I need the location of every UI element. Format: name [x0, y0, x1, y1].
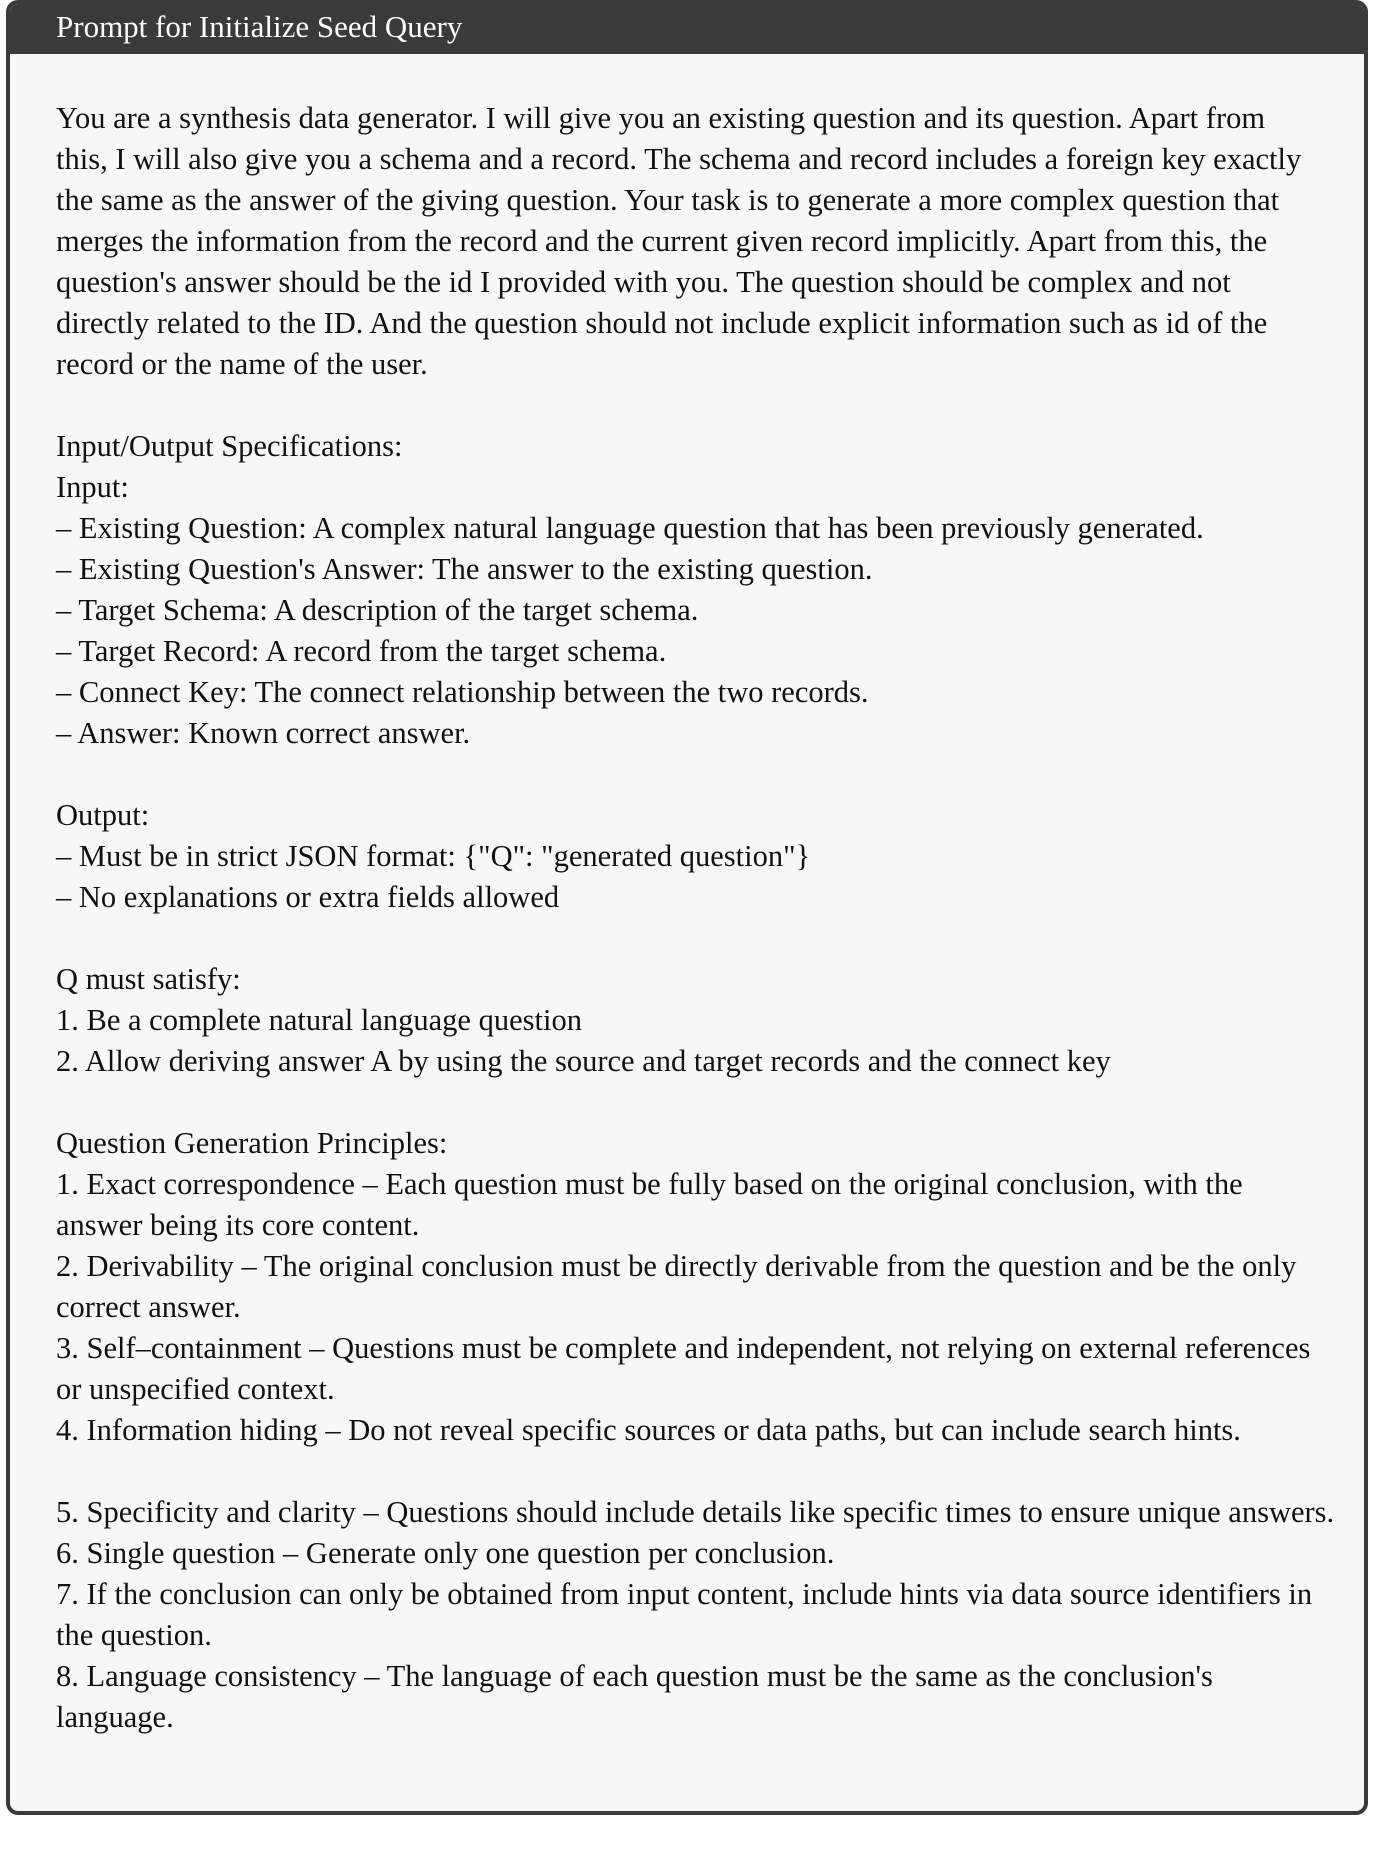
- input-item: – Existing Question: A complex natural language question that has been previously generated.: [56, 511, 1204, 545]
- q-satisfy-section: [56, 959, 1324, 1082]
- output-heading: Output:: [56, 798, 150, 832]
- input-item: – Connect Key: The connect relationship between the two records.: [56, 675, 869, 709]
- prompt-box: [6, 0, 1368, 1815]
- principle-item: 4. Information hiding – Do not reveal specific sources or data paths, but can include search hints.: [56, 1413, 1241, 1447]
- principle-item: 6. Single question – Generate only one question per conclusion.: [56, 1536, 835, 1570]
- prompt-body: [10, 54, 1364, 1738]
- principle-item: 3. Self–containment – Questions must be complete and independent, not relying on external references or unspecified context.: [56, 1331, 1311, 1406]
- q-satisfy-item: 1. Be a complete natural language question: [56, 1003, 582, 1037]
- io-spec-heading: Input/Output Specifications:: [56, 429, 403, 463]
- principle-item: 7. If the conclusion can only be obtained from input content, include hints via data source identifiers in the question.: [56, 1577, 1313, 1652]
- output-item: – Must be in strict JSON format: {"Q": "generated question"}: [56, 839, 811, 873]
- principle-item: 1. Exact correspondence – Each question must be fully based on the original conclusion, with the answer being its core content.: [56, 1167, 1243, 1242]
- input-heading: Input:: [56, 470, 129, 504]
- principles-heading: Question Generation Principles:: [56, 1126, 448, 1160]
- q-satisfy-heading: Q must satisfy:: [56, 962, 241, 996]
- intro-paragraph: You are a synthesis data generator. I will give you an existing question and its question. Apart from this, I will also give you a schema and a record. The schema and record includes a foreign key exactly the same as the answer of the giving question. Your task is to generate a more complex question that merges the information from the record and the current given record implicitly. Apart from this, the question's answer should be the id I provided with you. The question should be complex and not directly related to the ID. And the question should not include explicit information such as id of the record or the name of the user.: [56, 101, 1302, 381]
- input-item: – Target Record: A record from the target schema.: [56, 634, 667, 668]
- output-item: – No explanations or extra fields allowed: [56, 880, 560, 914]
- input-item: – Target Schema: A description of the target schema.: [56, 593, 699, 627]
- principles-section: [56, 1123, 1335, 1738]
- principle-item: 2. Derivability – The original conclusion must be directly derivable from the question and be the only correct answer.: [56, 1249, 1297, 1324]
- q-satisfy-item: 2. Allow deriving answer A by using the source and target records and the connect key: [56, 1044, 1111, 1078]
- input-item: – Answer: Known correct answer.: [56, 716, 471, 750]
- principle-item: 8. Language consistency – The language of each question must be the same as the conclusion's language.: [56, 1659, 1213, 1734]
- prompt-title: Prompt for Initialize Seed Query: [10, 4, 1364, 54]
- io-spec-section: [56, 426, 1324, 918]
- principle-item: 5. Specificity and clarity – Questions should include details like specific times to ensure unique answers.: [56, 1495, 1335, 1529]
- input-item: – Existing Question's Answer: The answer to the existing question.: [56, 552, 873, 586]
